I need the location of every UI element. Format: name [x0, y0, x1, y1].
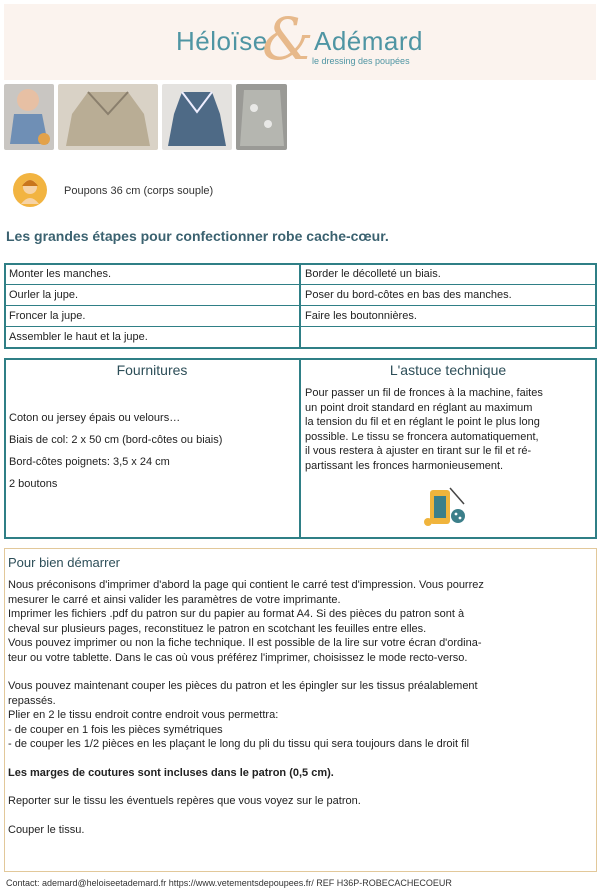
step-cell: Assembler le haut et la jupe. — [9, 331, 148, 343]
brand-ampersand: & — [262, 5, 314, 73]
text-line: Vous pouvez maintenant couper les pièces du patron et les épingler sur les tissus préalablement — [8, 680, 478, 692]
supply-item: 2 boutons — [9, 478, 58, 490]
brand-header — [4, 4, 596, 80]
supply-item: Biais de col: 2 x 50 cm (bord-côtes ou biais) — [9, 434, 223, 446]
supply-item: Bord-côtes poignets: 3,5 x 24 cm — [9, 456, 170, 468]
text-line: Imprimer les fichiers .pdf du patron sur du papier au format A4. Si des pièces du patron sont à — [8, 608, 465, 620]
text-line: - de couper en 1 fois les pièces symétriques — [8, 723, 223, 736]
dress-front-thumbnail[interactable] — [58, 84, 158, 150]
steps-divider — [299, 263, 301, 349]
text-line: repassés. — [8, 694, 56, 707]
tip-line: il vous restera à ajuster en tirant sur le fil et ré- — [305, 445, 532, 458]
supply-item: Coton ou jersey épais ou velours… — [9, 412, 181, 424]
tip-line: partissant les fronces harmonieusement. — [305, 459, 504, 472]
brand-name-right: Adémard — [314, 26, 423, 56]
doll-face-icon — [12, 172, 48, 208]
tip-text — [305, 386, 592, 474]
tip-line: Pour passer un fil de fronces à la machine, faites — [305, 387, 543, 399]
dress-detail-thumbnail[interactable] — [236, 84, 287, 150]
step-cell: Froncer la jupe. — [9, 310, 86, 322]
step-cell: Faire les boutonnières. — [305, 310, 417, 322]
brand-tagline: le dressing des poupées — [312, 56, 410, 66]
page-title: Les grandes étapes pour confectionner robe cache-cœur. — [6, 228, 389, 244]
sewing-kit-icon — [420, 484, 470, 530]
getting-started-title: Pour bien démarrer — [8, 555, 120, 570]
step-cell: Poser du bord-côtes en bas des manches. — [305, 289, 512, 301]
text-line: - de couper les 1/2 pièces en les plaçant le long du pli du tissu qui sera toujours dans le droit fil — [8, 738, 470, 750]
supplies-title: Fournitures — [116, 362, 188, 378]
text-line: mesurer le carré et ainsi valider les paramètres de votre imprimante. — [8, 593, 341, 606]
tip-line: un point droit standard en réglant au maximum — [305, 401, 533, 414]
footer-contact: Contact: ademard@heloiseetademard.fr https://www.vetementsdepoupees.fr/ REF H36P-ROBECACHECOEUR — [6, 878, 452, 888]
seam-allowance-note: Les marges de coutures sont incluses dans le patron (0,5 cm). — [8, 766, 334, 779]
text-line: teur ou votre tablette. Dans le cas où vous préférez l'imprimer, choisissez le mode recto-verso. — [8, 651, 468, 664]
tip-title: L'astuce technique — [389, 362, 507, 378]
tip-line: possible. Le tissu se froncera automatiquement, — [305, 430, 539, 443]
getting-started-text — [8, 578, 593, 837]
text-line: Vous pouvez imprimer ou non la fiche technique. Il est possible de la lire sur votre écran d'ordina- — [8, 637, 482, 649]
step-cell: Monter les manches. — [9, 268, 112, 280]
text-line: Nous préconisons d'imprimer d'abord la page qui contient le carré test d'impression. Vous pourrez — [8, 579, 484, 591]
text-line: Couper le tissu. — [8, 823, 85, 836]
tip-line: la tension du fil et en réglant le point le plus long — [305, 416, 540, 429]
step-cell: Border le décolleté un biais. — [305, 268, 441, 280]
text-line: cheval sur plusieurs pages, reconstituez le patron en scotchant les feuilles entre elles. — [8, 622, 427, 635]
step-cell: Ourler la jupe. — [9, 289, 79, 301]
supplies-tip-divider — [299, 358, 301, 539]
dress-blue-thumbnail[interactable] — [162, 84, 232, 150]
doll-size-caption: Poupons 36 cm (corps souple) — [64, 185, 214, 197]
brand-name-left: Héloïse — [176, 26, 268, 56]
text-line: Reporter sur le tissu les éventuels repères que vous voyez sur le patron. — [8, 795, 361, 807]
doll-photo-thumbnail[interactable] — [4, 84, 54, 150]
text-line: Plier en 2 le tissu endroit contre endroit vous permettra: — [8, 709, 279, 721]
